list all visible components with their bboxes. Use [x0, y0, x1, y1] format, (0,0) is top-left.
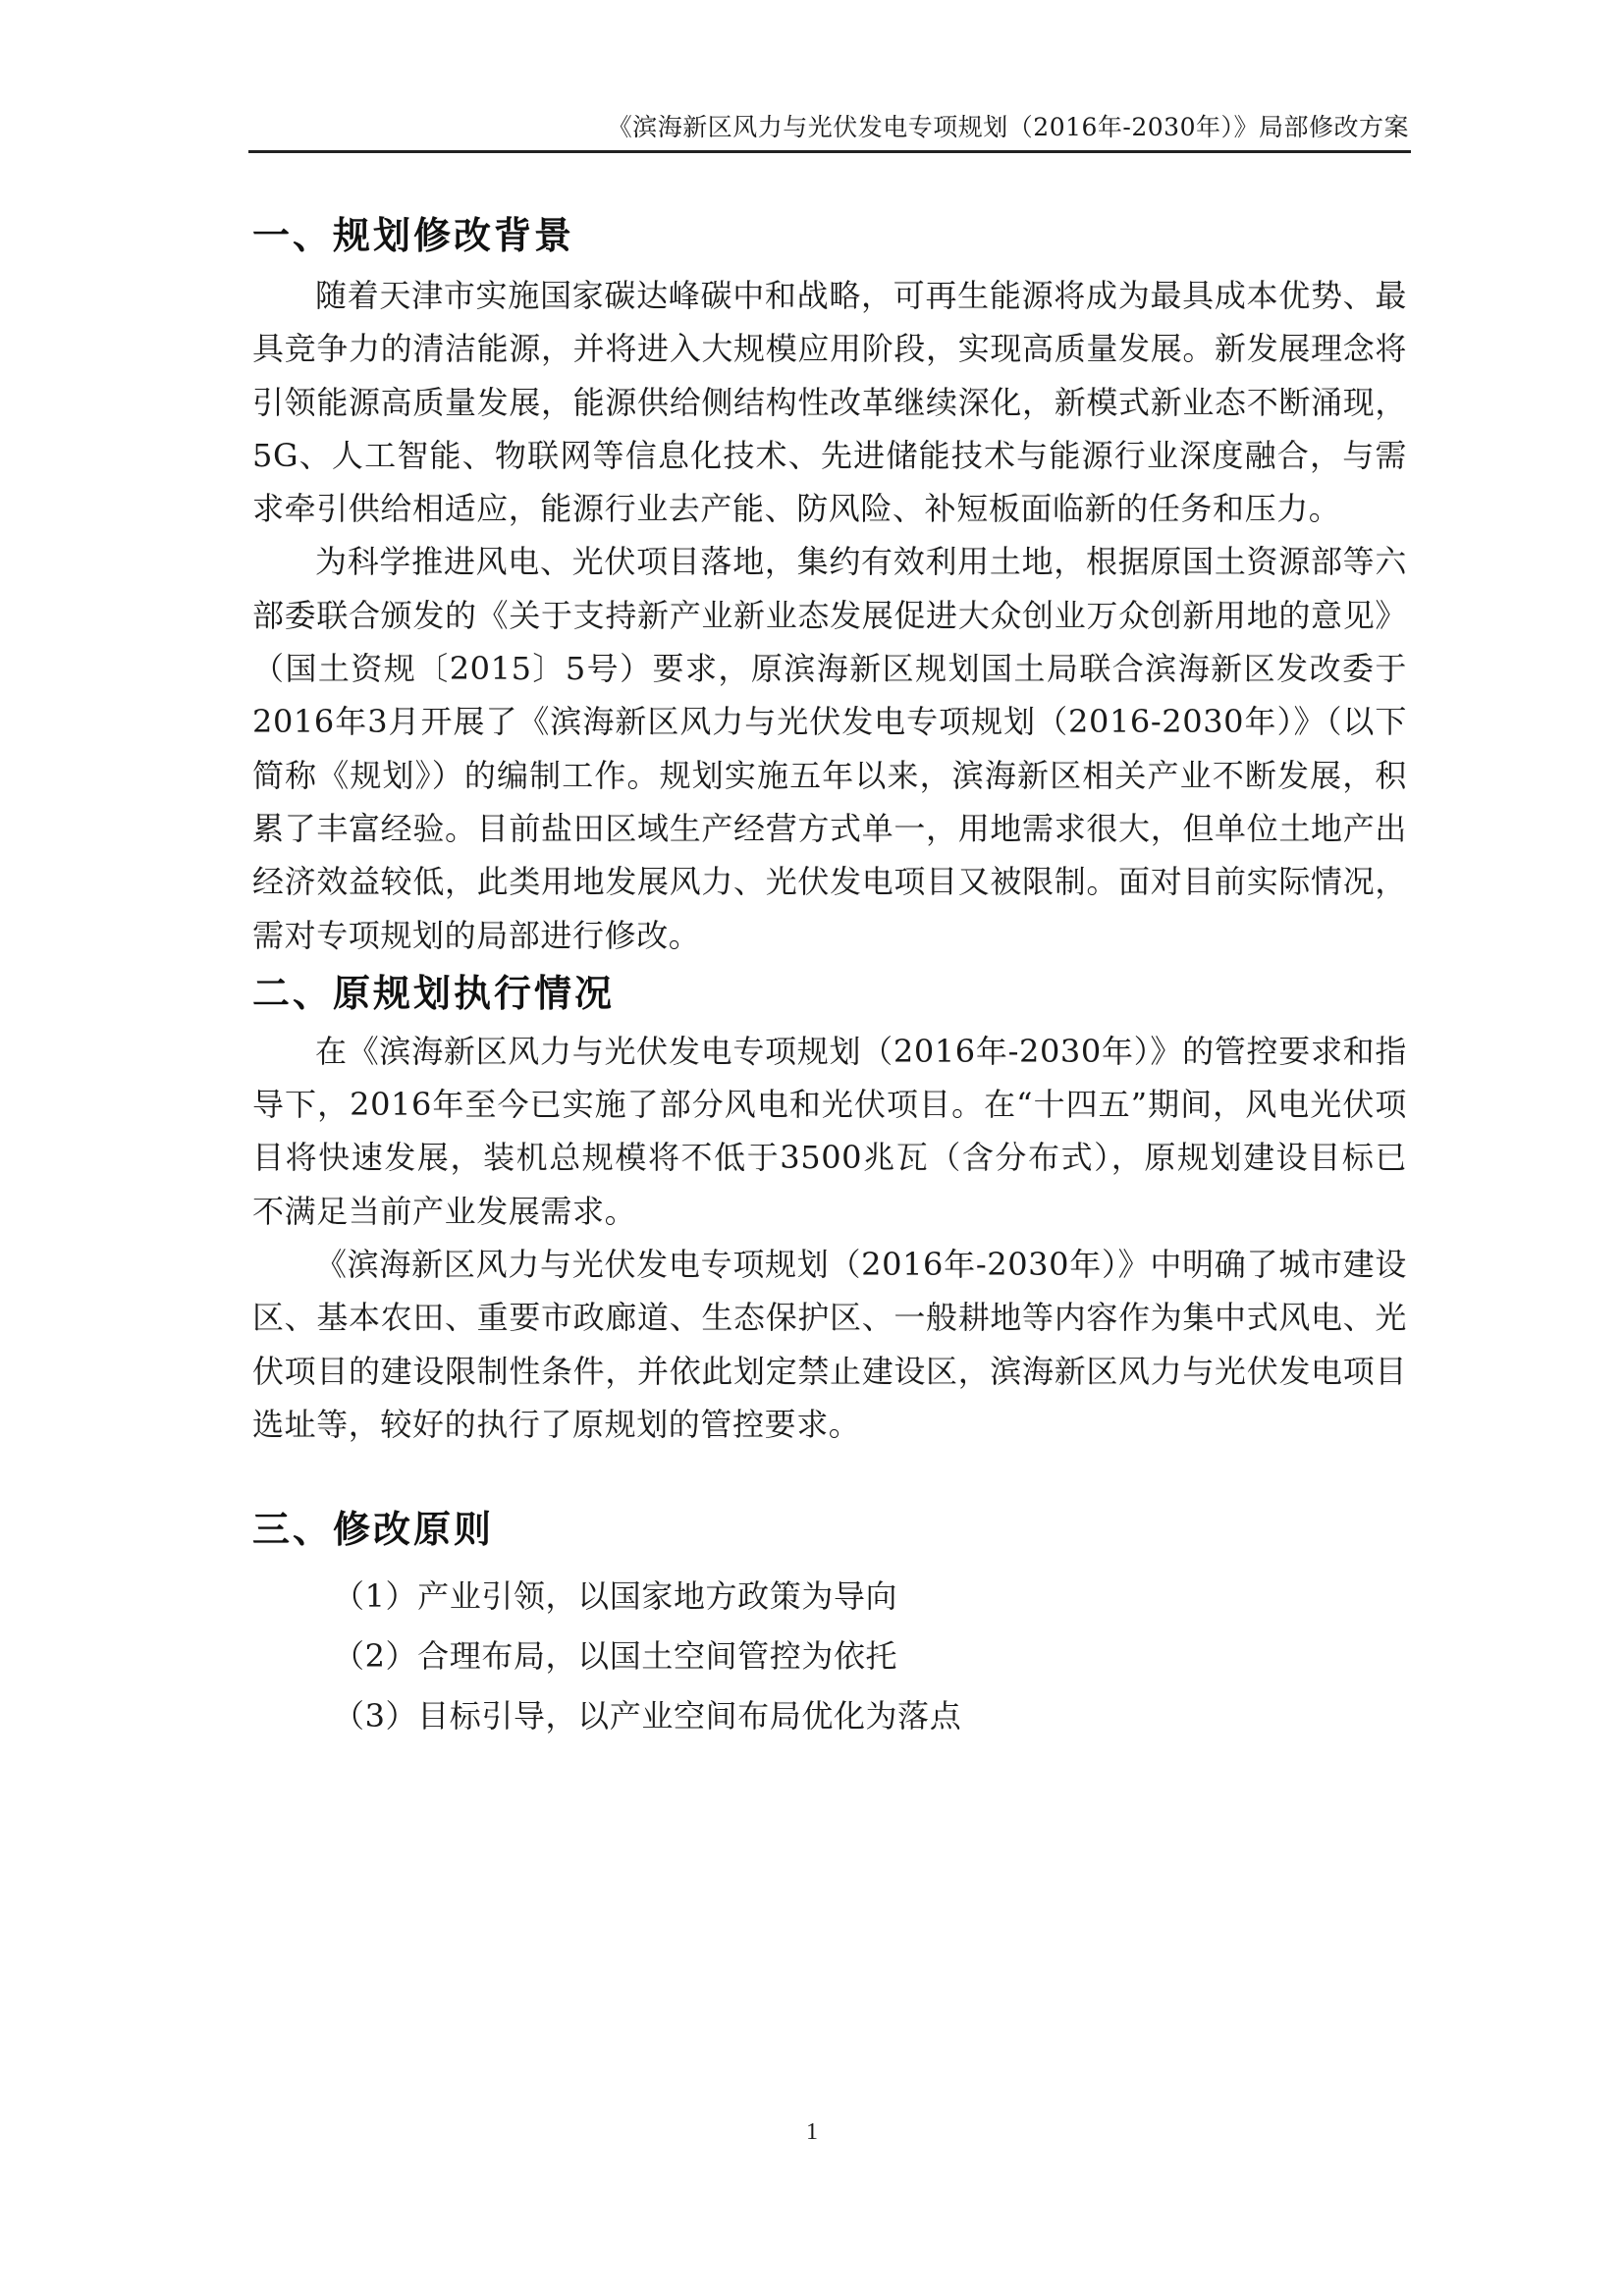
- body-paragraph: 随着天津市实施国家碳达峰碳中和战略，可再生能源将成为最具成本优势、最具竞争力的清洁能源，并将进入大规模应用阶段，实现高质量发展。新发展理念将引领能源高质量发展，能源供给侧结构性改革继续深化，新模式新业态不断涌现，5G、人工智能、物联网等信息化技术、先进储能技术与能源行业深度融合，与需求牵引供给相适应，能源行业去产能、防风险、补短板面临新的任务和压力。: [252, 277, 1407, 528]
- section-heading: 三、修改原则: [252, 1508, 495, 1552]
- list-item: （3）目标引导，以产业空间布局优化为落点: [333, 1697, 962, 1735]
- page-number: 1: [806, 2119, 818, 2145]
- body-paragraph: 《滨海新区风力与光伏发电专项规划（2016年-2030年）》中明确了城市建设区、基本农田、重要市政廊道、生态保护区、一般耕地等内容作为集中式风电、光伏项目的建设限制性条件，并依此划定禁止建设区，滨海新区风力与光伏发电项目选址等，较好的执行了原规划的管控要求。: [252, 1246, 1407, 1443]
- list-item: （2）合理布局，以国土空间管控为依托: [333, 1637, 898, 1676]
- document-body: [252, 206, 1407, 1746]
- body-paragraph: 为科学推进风电、光伏项目落地，集约有效利用土地，根据原国土资源部等六部委联合颁发的《关于支持新产业新业态发展促进大众创业万众创新用地的意见》（国土资规〔2015〕5号）要求，原滨海新区规划国土局联合滨海新区发改委于2016年3月开展了《滨海新区风力与光伏发电专项规划（2016-2030年）》（以下简称《规划》）的编制工作。规划实施五年以来，滨海新区相关产业不断发展，积累了丰富经验。目前盐田区域生产经营方式单一，用地需求很大，但单位土地产出经济效益较低，此类用地发展风力、光伏发电项目又被限制。面对目前实际情况，需对专项规划的局部进行修改。: [252, 543, 1407, 954]
- section-principles: [252, 1500, 1407, 1746]
- section-heading: 一、规划修改背景: [252, 214, 575, 257]
- list-item: （1）产业引领，以国家地方政策为导向: [333, 1577, 898, 1616]
- running-header: 《滨海新区风力与光伏发电专项规划（2016年-2030年）》局部修改方案: [607, 113, 1409, 141]
- section-original-plan: [252, 964, 1407, 1451]
- section-background: [252, 206, 1407, 962]
- header-rule: [248, 150, 1411, 153]
- body-paragraph: 在《滨海新区风力与光伏发电专项规划（2016年-2030年）》的管控要求和指导下，2016年至今已实施了部分风电和光伏项目。在“十四五”期间，风电光伏项目将快速发展，装机总规模将不低于3500兆瓦（含分布式），原规划建设目标已不满足当前产业发展需求。: [252, 1032, 1407, 1230]
- section-heading: 二、原规划执行情况: [252, 971, 616, 1015]
